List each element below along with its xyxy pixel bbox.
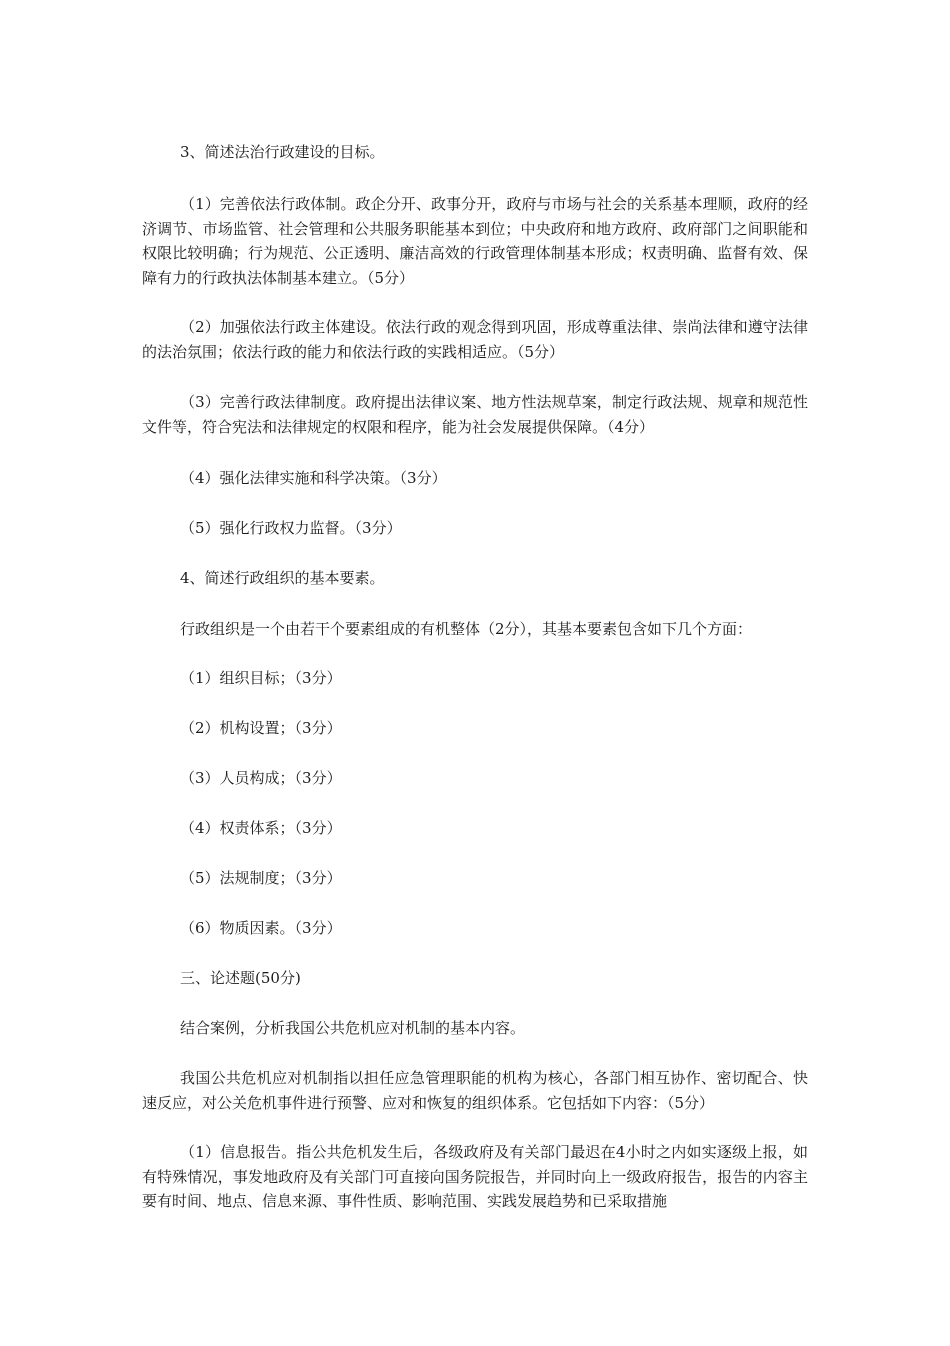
section-3-heading: 三、论述题(50分) [180,969,301,987]
q3-item-2: （2）加强依法行政主体建设。依法行政的观念得到巩固，形成尊重法律、崇尚法律和遵守法律的法治氛围；依法行政的能力和依法行政的实践相适应。（5分） [142,318,808,361]
q3-heading: 3、简述法治行政建设的目标。 [180,143,385,161]
q4-item-4: （4）权责体系；（3分） [180,819,342,837]
q4-heading: 4、简述行政组织的基本要素。 [180,569,385,587]
q4-item-5: （5）法规制度；（3分） [180,869,342,887]
q3-item-5: （5）强化行政权力监督。（3分） [180,519,402,537]
q4-item-3: （3）人员构成；（3分） [180,769,342,787]
section-3-item-1: （1）信息报告。指公共危机发生后，各级政府及有关部门最迟在4小时之内如实逐级上报，如有特殊情况，事发地政府及有关部门可直接向国务院报告，并同时向上一级政府报告，报告的内容主要有时间、地点、信息来源、事件性质、影响范围、实践发展趋势和已采取措施 [142,1143,808,1210]
q4-intro: 行政组织是一个由若干个要素组成的有机整体（2分），其基本要素包含如下几个方面： [180,620,753,638]
section-3-question: 结合案例，分析我国公共危机应对机制的基本内容。 [180,1019,526,1037]
q3-item-4: （4）强化法律实施和科学决策。（3分） [180,469,447,487]
section-3-intro: 我国公共危机应对机制指以担任应急管理职能的机构为核心，各部门相互协作、密切配合、快速反应，对公关危机事件进行预警、应对和恢复的组织体系。它包括如下内容：（5分） [142,1069,808,1112]
q3-item-1: （1）完善依法行政体制。政企分开、政事分开，政府与市场与社会的关系基本理顺，政府的经济调节、市场监管、社会管理和公共服务职能基本到位；中央政府和地方政府、政府部门之间职能和权限比较明确；行为规范、公正透明、廉洁高效的行政管理体制基本形成；权责明确、监督有效、保障有力的行政执法体制基本建立。（5分） [142,195,808,287]
q4-item-2: （2）机构设置；（3分） [180,719,342,737]
q4-item-1: （1）组织目标；（3分） [180,669,342,687]
q3-item-3: （3）完善行政法律制度。政府提出法律议案、地方性法规草案，制定行政法规、规章和规范性文件等，符合宪法和法律规定的权限和程序，能为社会发展提供保障。（4分） [142,393,808,436]
q4-item-6: （6）物质因素。（3分） [180,919,342,937]
